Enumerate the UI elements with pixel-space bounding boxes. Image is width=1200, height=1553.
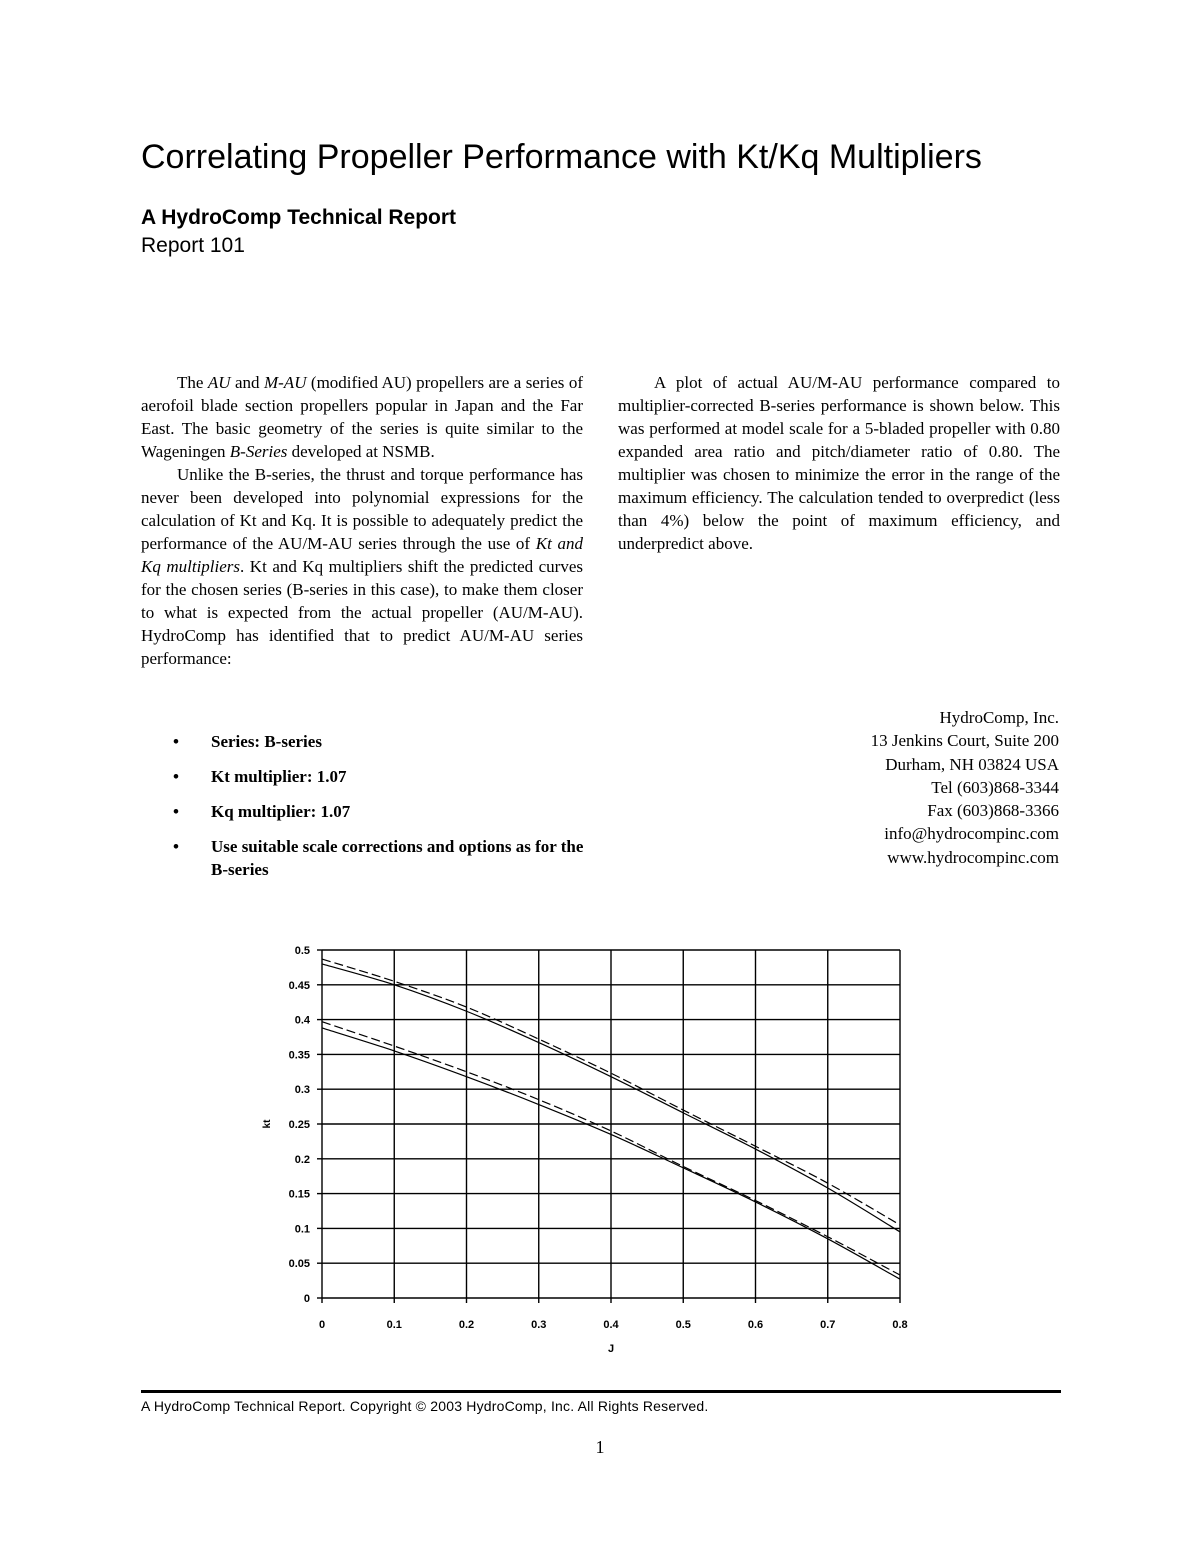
y-tick-label: 0.45 xyxy=(288,979,310,992)
footer-rule xyxy=(141,1390,1061,1393)
telephone: Tel (603)868-3344 xyxy=(931,777,1059,797)
y-tick-label: 0.4 xyxy=(294,1014,310,1027)
list-item: • Kq multiplier: 1.07 xyxy=(173,802,351,821)
y-tick-label: 0.15 xyxy=(288,1188,310,1201)
x-tick-label: 0.3 xyxy=(531,1319,547,1331)
y-tick-label: 0.25 xyxy=(288,1119,310,1131)
company-name: HydroComp, Inc. xyxy=(939,708,1059,727)
report-subtitle: A HydroComp Technical Report xyxy=(141,206,457,229)
x-tick-label: 0.8 xyxy=(892,1319,908,1331)
company-address xyxy=(871,706,1059,869)
y-tick-label: 0 xyxy=(303,1293,310,1305)
chart-tick-labels xyxy=(289,945,908,1331)
y-tick-label: 0.2 xyxy=(294,1153,310,1166)
settings-list xyxy=(141,730,591,893)
chart-grid xyxy=(317,950,900,1303)
footer-copyright: A HydroComp Technical Report. Copyright © 2003 HydroComp, Inc. All Rights Reserved. xyxy=(141,1398,709,1414)
report-number: Report 101 xyxy=(141,234,245,257)
x-tick-label: 0.2 xyxy=(458,1319,475,1331)
intro-paragraph: The AU and M-AU (modified AU) propellers are a series of aerofoil blade section propellers popular in Japan and the Far East. The basic geometry of the series is quite similar to the Wageningen B-Series developed at NSMB. xyxy=(141,373,583,461)
y-tick-label: 0.05 xyxy=(288,1258,310,1271)
x-tick-label: 0.5 xyxy=(675,1319,691,1331)
email-link[interactable]: info@hydrocompinc.com xyxy=(884,824,1059,844)
x-axis-label: J xyxy=(607,1343,615,1355)
plot-description-paragraph: A plot of actual AU/M-AU performance compared to multiplier-corrected B-series performance is shown below. This was performed at model scale for a 5-bladed propeller with 0.80 expanded area ratio and pitch/diameter ratio of 0.80. The multiplier was chosen to minimize the error in the range of the maximum efficiency. The calculation tended to overpredict (less than 4%) below the point of maximum efficiency, and underpredict above. xyxy=(618,373,1060,553)
left-column xyxy=(141,371,583,670)
fax: Fax (603)868-3366 xyxy=(927,801,1059,821)
street-address: 13 Jenkins Court, Suite 200 xyxy=(870,731,1059,751)
list-item: • Use suitable scale corrections and options as for the B-series xyxy=(173,837,584,879)
x-tick-label: 0.6 xyxy=(747,1319,764,1331)
kt-vs-j-chart xyxy=(240,930,940,1360)
y-tick-label: 0.35 xyxy=(288,1049,310,1062)
y-tick-label: 0.3 xyxy=(294,1084,310,1097)
page-number: 1 xyxy=(595,1437,605,1457)
y-axis-label: kt xyxy=(262,1119,273,1129)
list-item: • Kt multiplier: 1.07 xyxy=(173,767,347,786)
list-item: • Series: B-series xyxy=(173,732,322,751)
x-tick-label: 0.1 xyxy=(386,1319,402,1331)
multiplier-paragraph: Unlike the B-series, the thrust and torque performance has never been developed into polynomial expressions for the calculation of Kt and Kq. It is possible to adequately predict the performance of the AU/M-AU series through the use of Kt and Kq multipliers. Kt and Kq multipliers shift the predicted curves for the chosen series (B-series in this case), to make them closer to what is expected from the actual propeller (AU/M-AU). HydroComp has identified that to predict AU/M-AU series performance: xyxy=(141,465,584,668)
x-tick-label: 0.4 xyxy=(603,1319,619,1331)
x-tick-label: 0 xyxy=(318,1319,326,1331)
x-tick-label: 0.7 xyxy=(820,1319,836,1331)
website-link[interactable]: www.hydrocompinc.com xyxy=(887,847,1059,867)
city-address: Durham, NH 03824 USA xyxy=(885,754,1059,774)
y-tick-label: 0.5 xyxy=(294,945,310,957)
page-title: Correlating Propeller Performance with Kt/Kq Multipliers xyxy=(141,138,982,176)
right-column xyxy=(618,371,1060,555)
y-tick-label: 0.1 xyxy=(294,1223,310,1236)
